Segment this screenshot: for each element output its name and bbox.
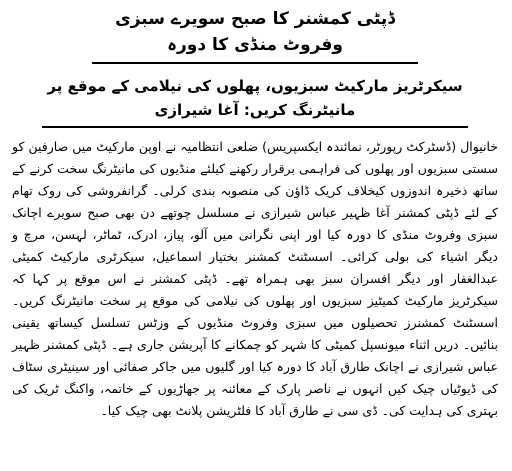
article-body: خانیوال (ڈسٹرکٹ رپورٹر، نمائندہ ایکسپریس) ضلعی انتظامیہ نے اوپن مارکیٹ میں صارفین کو سستی سبزیوں اور پھلوں کی فراہمی برقرار رکھنے کیلئے منڈیوں کی مانیٹرنگ سخت کرنے کے ساتھ ذخیرہ اندوزوں کیخلاف کریک ڈاؤن کی منصوبہ بندی کرلی۔ گرانفروشی کی روک تھام کے لئے ڈپٹی کمشنر آغا ظہیر عباس شیرازی نے مسلسل چوتھے دن بھی صبح سویرے اچانک سبزی وفروٹ منڈی کا دورہ کیا اور اپنی نگرانی میں آلو، پیاز، ادرک، ٹماٹر، لہسن، مرچ و دیگر اشیاء کی بولی کرائی۔ اسسٹنٹ کمشنر بختیار اسماعیل، سیکرٹری مارکیٹ کمیٹی عبدالغفار اور دیگر افسران سبز بھی ہمراہ تھے۔ ڈپٹی کمشنر نے اس موقع پر کہا کہ سیکرٹریز مارکیٹ کمیٹیز سبزیوں اور پھلوں کی نیلامی کی موقع پر سخت مانیٹرنگ کریں۔ اسسٹنٹ کمشنرز تحصیلوں میں سبزی وفروٹ منڈیوں کے وزٹس تسلسل کیساتھ یقینی بنائیں۔ دریں اثناء میونسپل کمیٹی کا شہر کو چمکانے کا آپریشن جاری ہے۔ ڈپٹی کمشنر ظہیر عباس شیرازی نے اچانک طارق آباد کا دورہ کیا اور گلیوں میں جاکر صفائی اور سینیٹری سٹاف کی ڈیوٹیاں چیک کیں انہوں نے ناصر پارک کے معائنہ پر جھاڑیوں کے خاتمہ، واکنگ ٹریک کی بہتری کی ہدایت کی۔ ڈی سی نے طارق آباد کا فلٹریشن پلانٹ بھی چیک کیا۔: [12, 139, 498, 418]
headline: ڈپٹی کمشنر کا صبح سویرے سبزی وفروٹ منڈی کا دورہ: [92, 6, 418, 64]
subheadline: سیکرٹریز مارکیٹ سبزیوں، پھلوں کی نیلامی کے موقع پر مانیٹرنگ کریں: آغا شیرازی: [42, 74, 468, 128]
